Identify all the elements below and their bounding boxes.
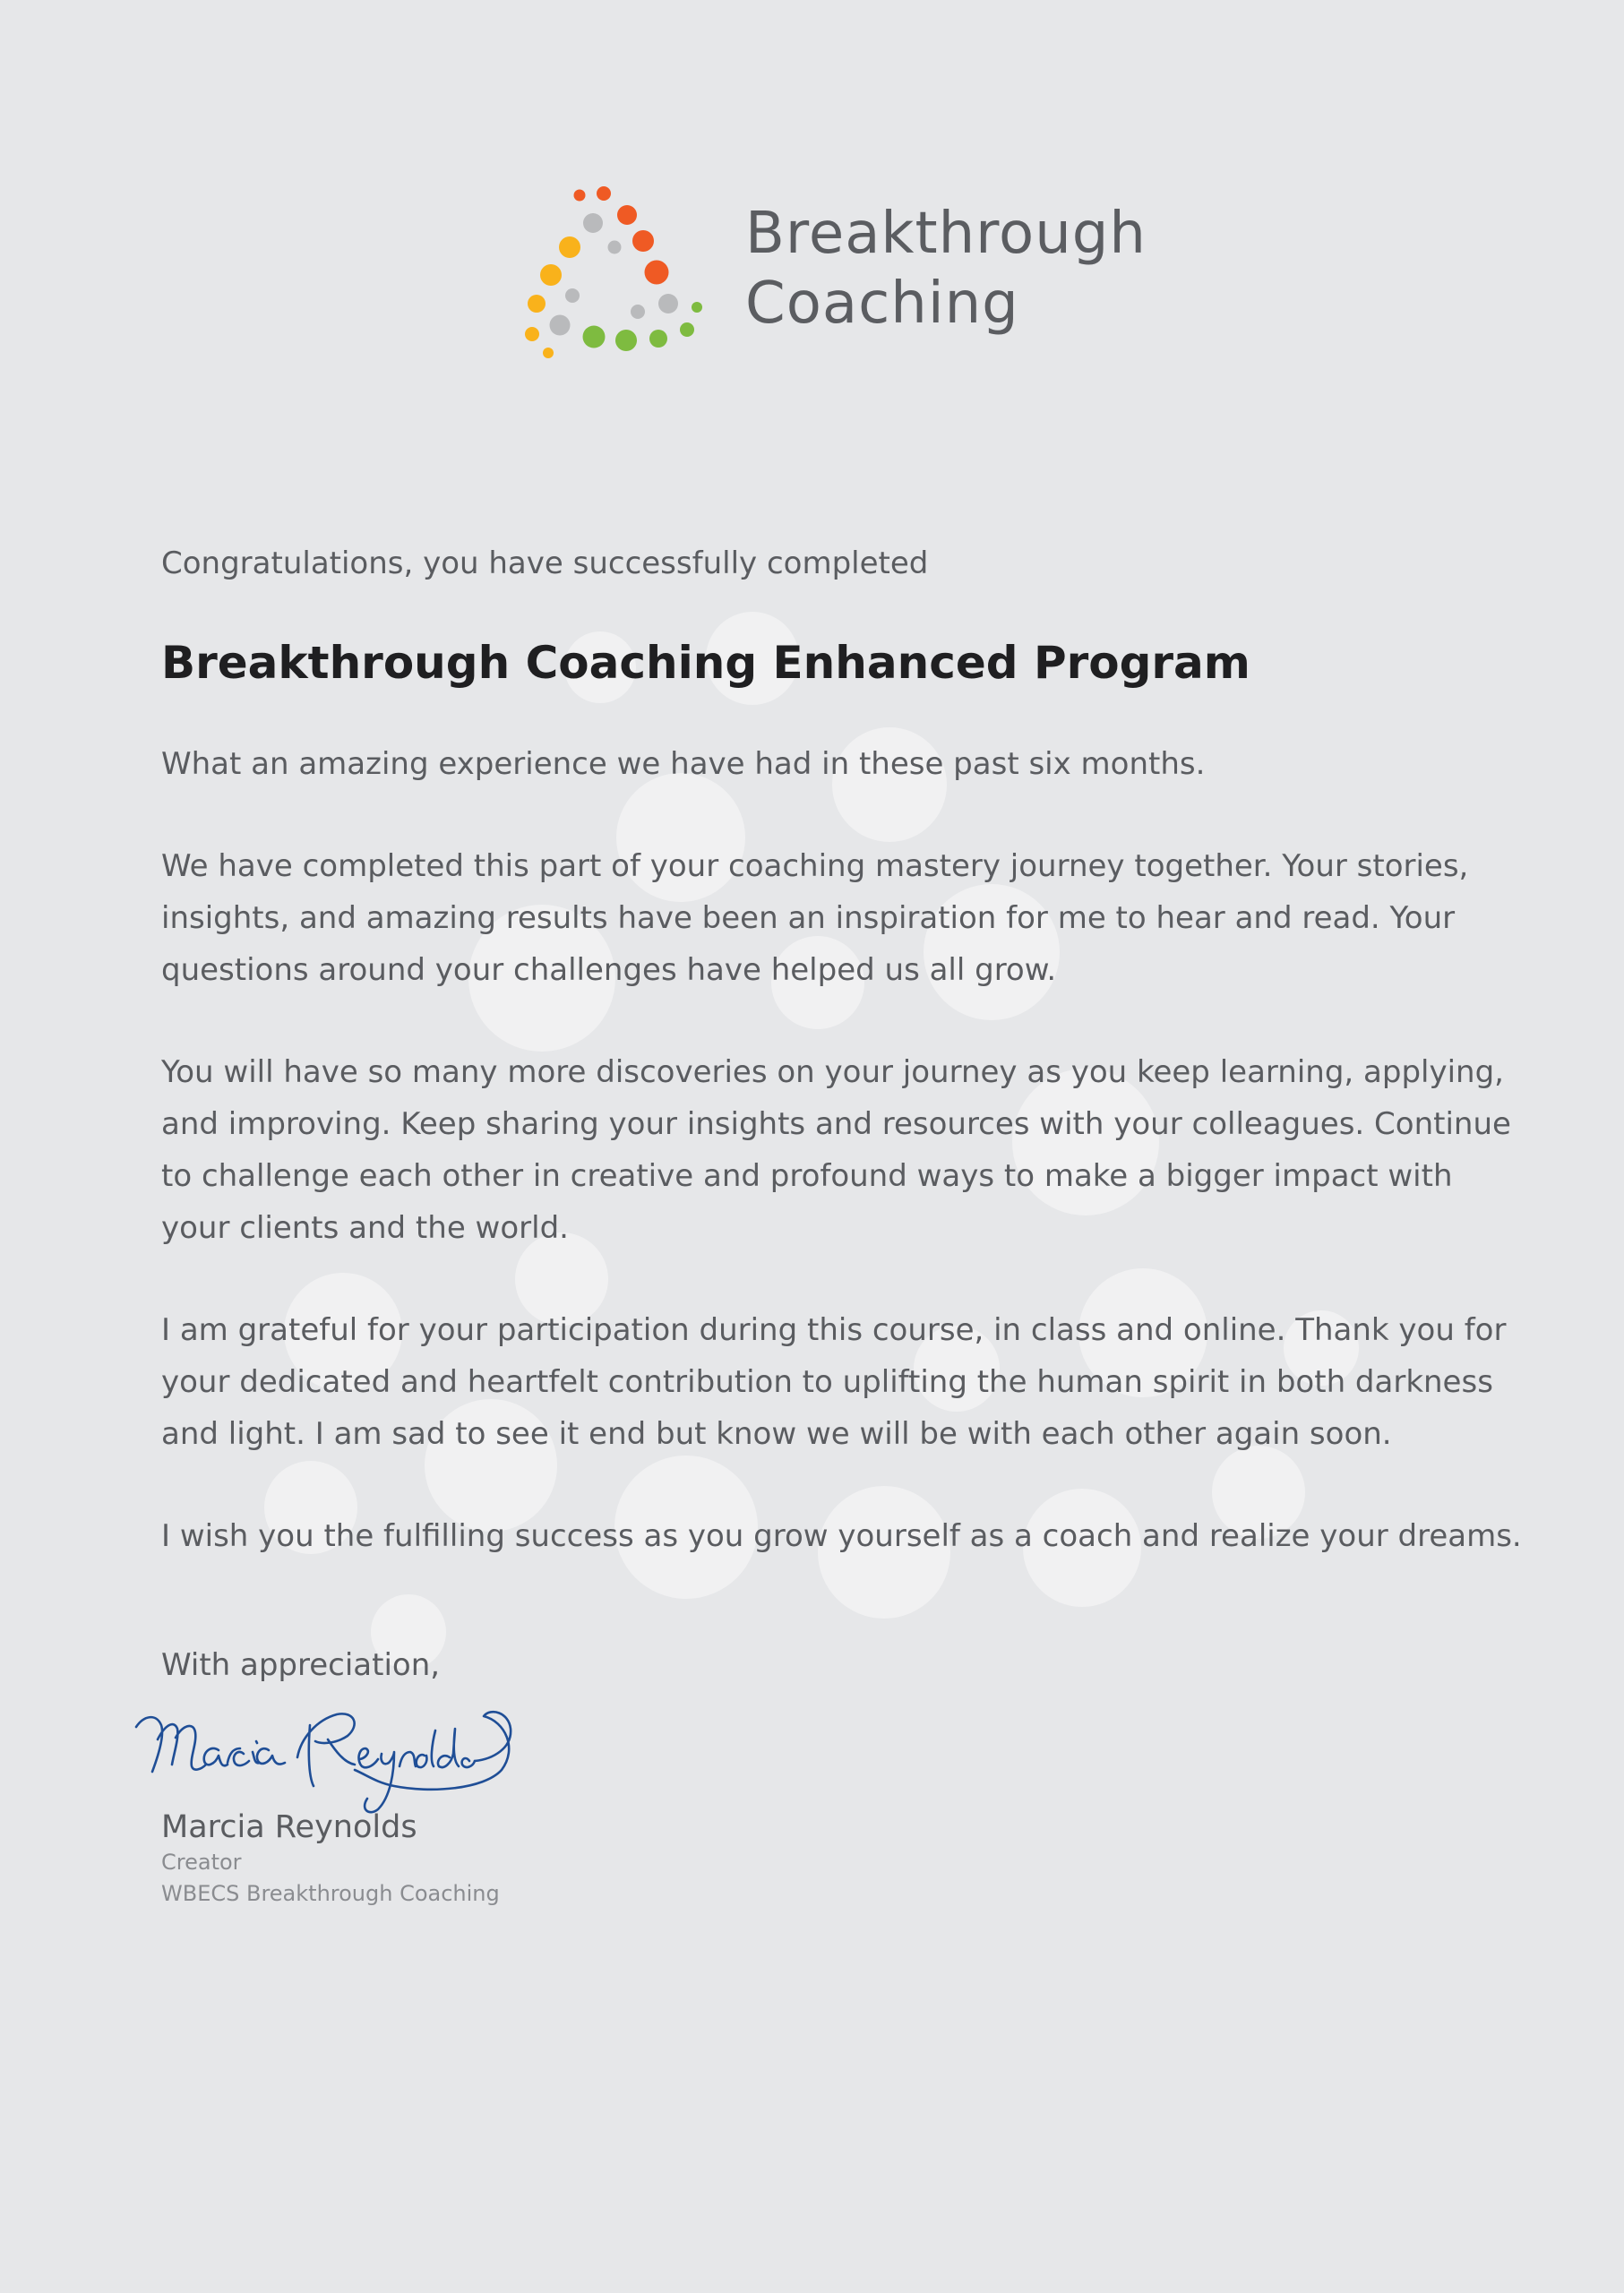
letter-paragraph — [161, 1046, 1511, 1254]
logo-dot — [649, 330, 667, 348]
dotted-triangle-logo-icon — [520, 179, 717, 367]
logo-dot — [574, 190, 586, 202]
intro-text: Congratulations, you have successfully completed — [161, 545, 929, 581]
letter-paragraph — [161, 1304, 1507, 1460]
brand-logo — [520, 179, 1147, 367]
program-title: Breakthrough Coaching Enhanced Program — [161, 637, 1250, 689]
logo-dot — [658, 294, 678, 313]
logo-dot — [680, 322, 694, 337]
paragraph-line: I am grateful for your participation during this course, in class and online. Thank you for — [161, 1312, 1507, 1348]
signer-organization: WBECS Breakthrough Coaching — [161, 1881, 500, 1906]
logo-dot — [540, 264, 562, 286]
logo-dot — [597, 186, 611, 201]
paragraph-line: insights, and amazing results have been an inspiration for me to hear and read. Your — [161, 900, 1456, 936]
closing-salutation: With appreciation, — [161, 1647, 441, 1683]
paragraph-line: your clients and the world. — [161, 1210, 569, 1246]
logo-dot — [565, 288, 580, 303]
paragraph-line: We have completed this part of your coaching mastery journey together. Your stories, — [161, 848, 1469, 884]
letter-paragraph — [161, 1510, 1522, 1562]
paragraph-line: You will have so many more discoveries on your journey as you keep learning, applying, — [161, 1054, 1504, 1090]
paragraph-line: I wish you the fulfilling success as you grow yourself as a coach and realize your dreams. — [161, 1518, 1522, 1554]
paragraph-line: your dedicated and heartfelt contribution to uplifting the human spirit in both darkness — [161, 1364, 1493, 1400]
letter-body — [161, 537, 1522, 1910]
paragraph-line: and light. I am sad to see it end but know we will be with each other again soon. — [161, 1416, 1392, 1452]
logo-dot — [617, 205, 637, 225]
logo-dot — [632, 230, 654, 252]
paragraph-line: and improving. Keep sharing your insights and resources with your colleagues. Continue — [161, 1106, 1511, 1142]
logo-dot — [692, 302, 702, 313]
logo-dot — [631, 305, 645, 319]
brand-name-line-1: Breakthrough — [745, 201, 1147, 267]
logo-dot — [645, 261, 669, 285]
letter-paragraph — [161, 840, 1469, 996]
paragraph-line: What an amazing experience we have had in these past six months. — [161, 746, 1206, 782]
signer-name: Marcia Reynolds — [161, 1809, 417, 1845]
brand-wordmark — [745, 199, 1147, 339]
logo-dot — [615, 330, 637, 351]
logo-dot — [525, 327, 539, 341]
handwritten-signature — [125, 1686, 537, 1829]
logo-dot — [543, 348, 554, 358]
logo-dot — [608, 241, 622, 254]
brand-name-line-2: Coaching — [745, 271, 1019, 337]
paragraph-line: to challenge each other in creative and profound ways to make a bigger impact with — [161, 1158, 1453, 1194]
logo-dot — [528, 295, 546, 313]
signer-role: Creator — [161, 1850, 242, 1875]
logo-dot — [583, 213, 603, 233]
logo-dot — [559, 236, 580, 258]
letter-paragraph — [161, 738, 1451, 790]
logo-dot — [550, 315, 571, 336]
paragraph-line: questions around your challenges have helped us all grow. — [161, 952, 1057, 988]
logo-dot — [583, 326, 606, 348]
